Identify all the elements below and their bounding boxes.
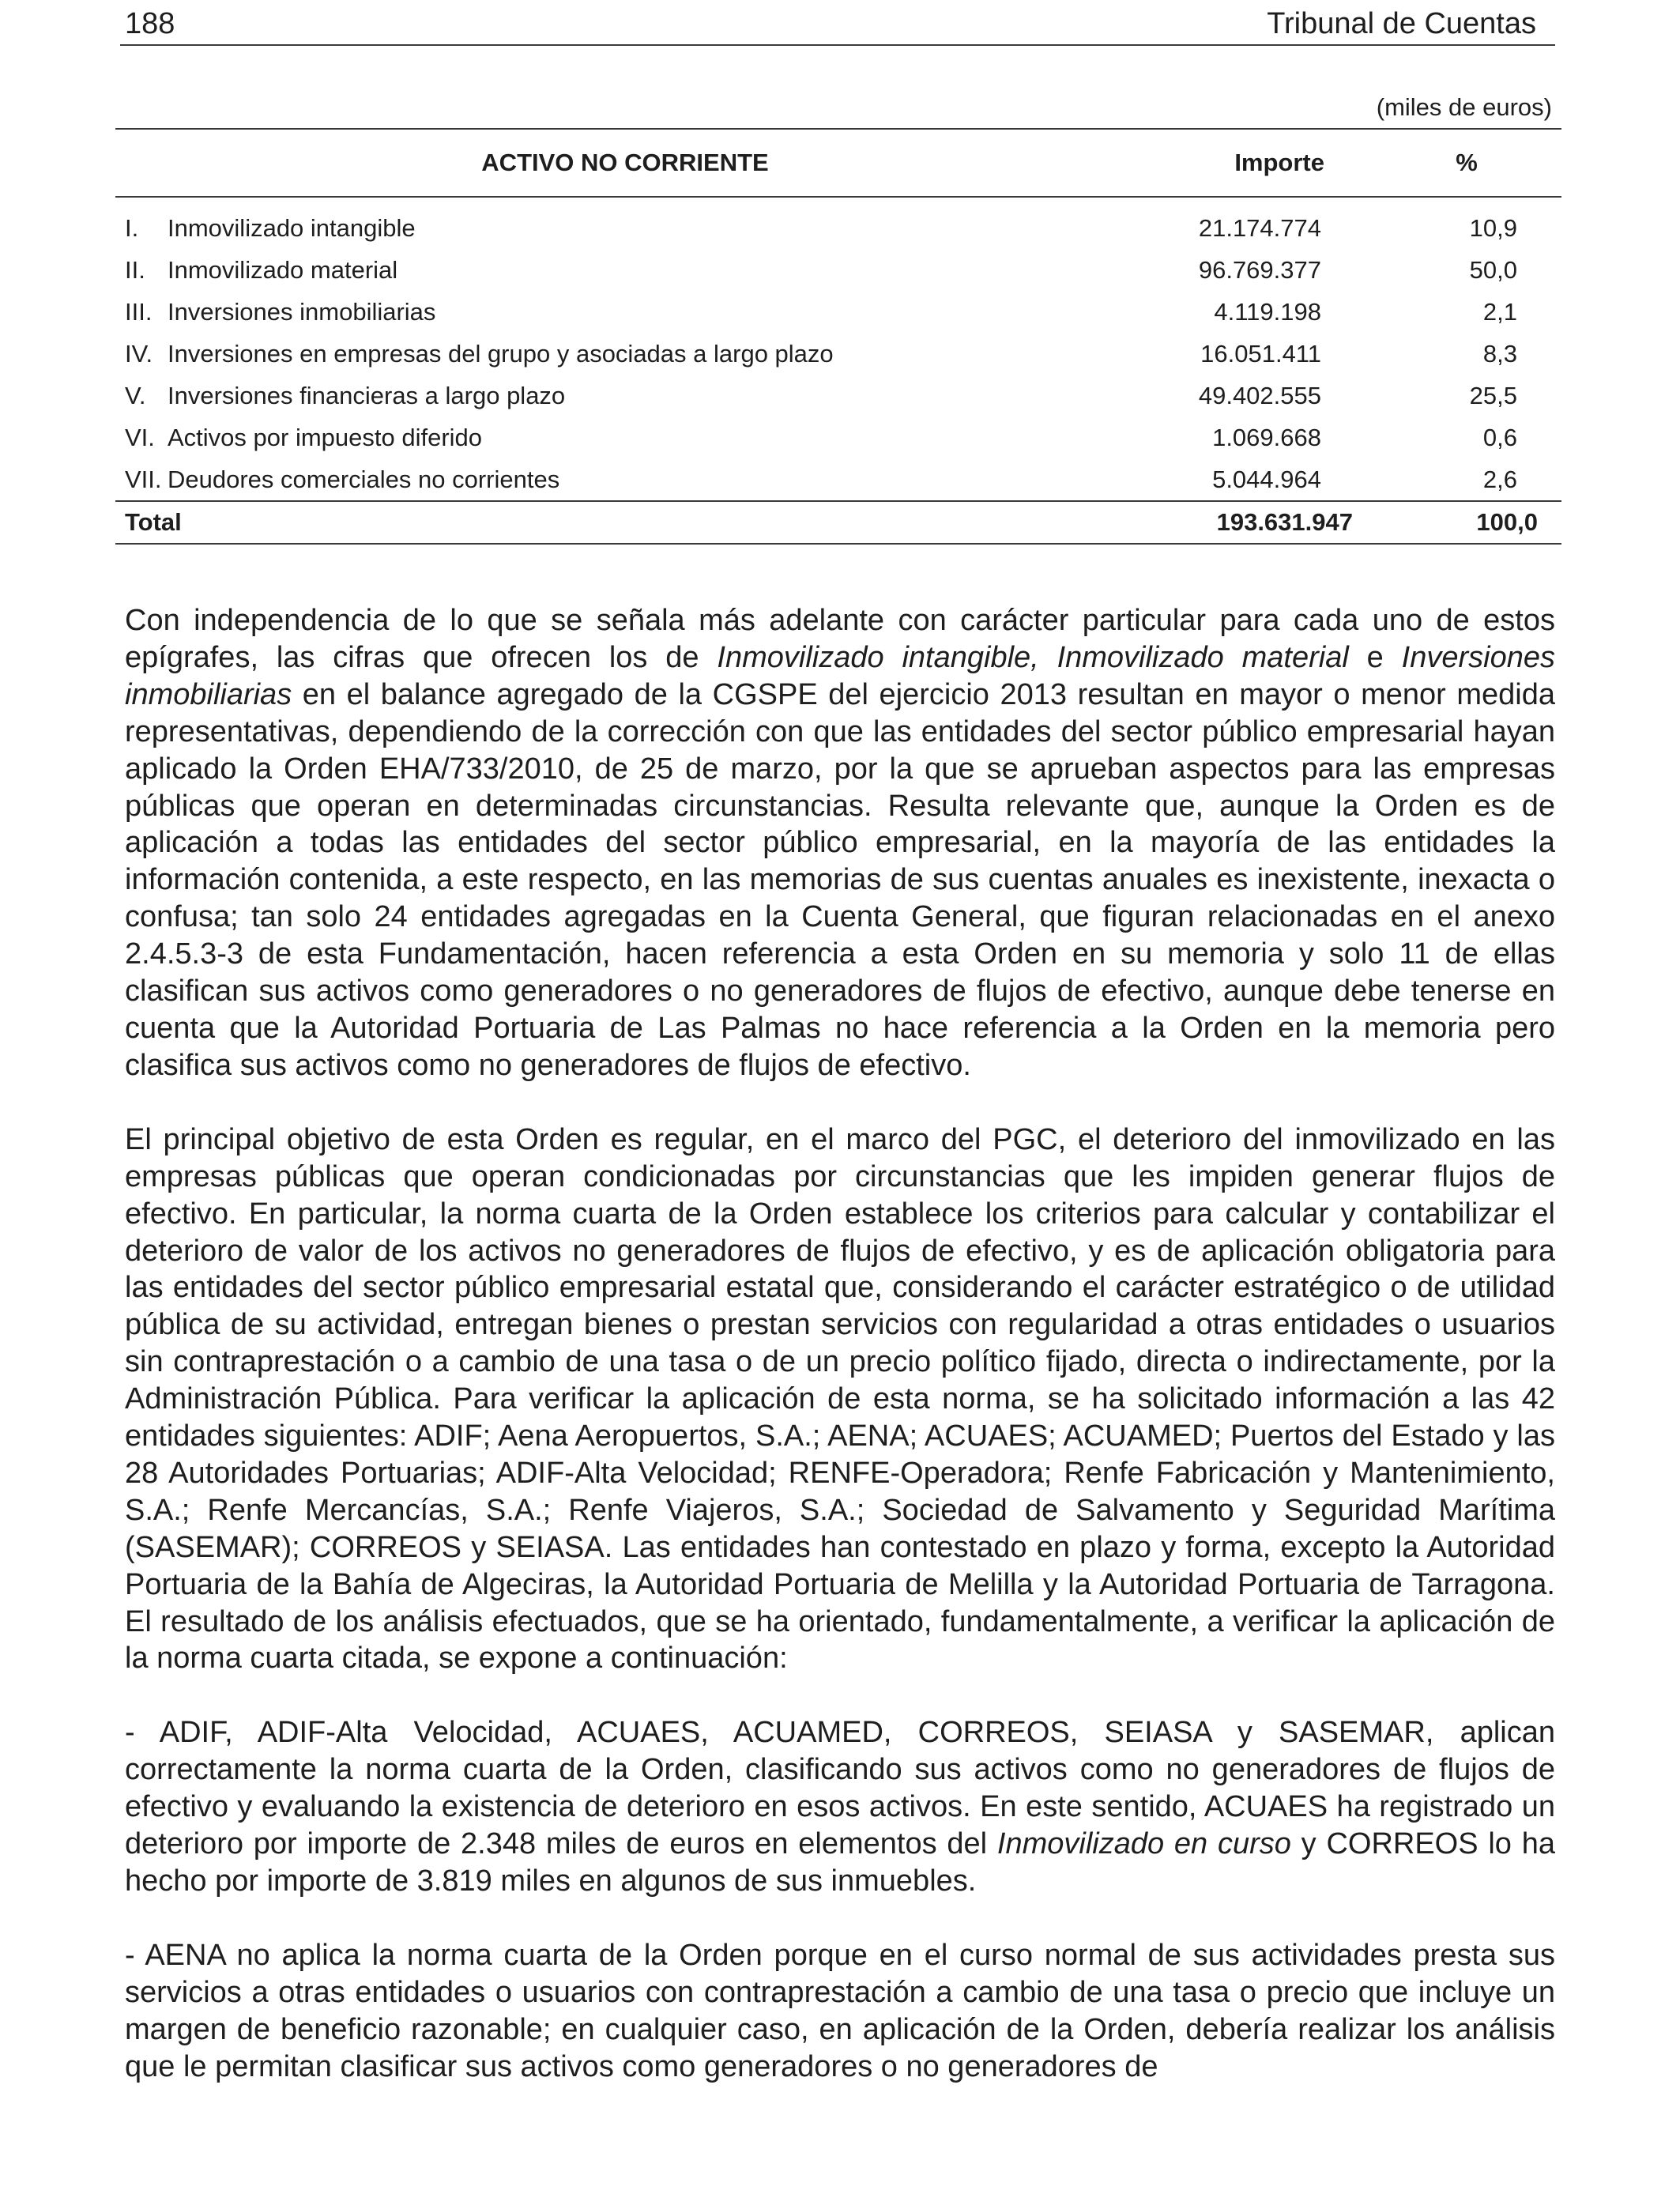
table-unit-note: (miles de euros) [1376, 93, 1552, 121]
row-numeral: I. [125, 213, 139, 242]
column-header-label: ACTIVO NO CORRIENTE [115, 129, 1135, 197]
row-label-text: Inmovilizado material [168, 255, 398, 284]
row-amount: 96.769.377 [1198, 255, 1321, 284]
table-row [115, 417, 1561, 458]
row-label-text: Inmovilizado intangible [168, 213, 416, 242]
page-header [120, 0, 1555, 46]
row-amount: 16.051.411 [1200, 339, 1321, 368]
row-amount: 4.119.198 [1214, 297, 1321, 326]
row-numeral: V. [125, 381, 146, 409]
table-row [115, 197, 1561, 249]
table-row [115, 333, 1561, 375]
column-header-amount: Importe [1135, 129, 1403, 197]
row-numeral: IV. [125, 339, 153, 368]
row-amount: 49.402.555 [1198, 381, 1321, 409]
row-label-text: Inversiones inmobiliarias [168, 297, 436, 326]
table-row [115, 249, 1561, 291]
row-percent: 0,6 [1482, 423, 1517, 451]
row-label [115, 291, 1135, 333]
table-row [115, 375, 1561, 417]
table-row [115, 458, 1561, 501]
row-percent: 2,6 [1482, 465, 1517, 493]
row-label [115, 197, 1135, 249]
row-label-text: Deudores comerciales no corrientes [168, 465, 560, 493]
row-label-text: Activos por impuesto diferido [168, 423, 483, 451]
total-amount: 193.631.947 [1135, 501, 1403, 544]
paragraph-1-text-e: en el balance agregado de la CGSPE del ejercicio 2013 resultan en mayor o menor medida representativas, dependiendo de la corrección con que las entidades del sector público empresarial hayan aplicado la Orden EHA/733/2010, de 25 de marzo, por la que se aprueban aspectos para las empresas públicas que operan en determinadas circunstancias. Resulta relevante que, aunque la Orden es de aplicación a todas las entidades del sector público empresarial, en la mayoría de las entidades la información contenida, a este respecto, en las memorias de sus cuentas anuales es inexistente, inexacta o confusa; tan solo 24 entidades agregadas en la Cuenta General, que figuran relacionadas en el anexo 2.4.5.3-3 de esta Fundamentación, hacen referencia a esta Orden en su memoria y solo 11 de ellas clasifican sus activos como generadores o no generadores de flujos de efectivo, aunque debe tenerse en cuenta que la Autoridad Portuaria de Las Palmas no hace referencia a la Orden en la memoria pero clasifica sus activos como no generadores de flujos de efectivo. [125, 677, 1555, 1082]
row-label [115, 417, 1135, 458]
row-percent: 8,3 [1482, 339, 1517, 368]
total-percent: 100,0 [1403, 501, 1561, 544]
running-title: Tribunal de Cuentas [1267, 7, 1536, 40]
body-text [125, 602, 1555, 2123]
table-header-row [115, 129, 1561, 197]
paragraph-1 [125, 602, 1555, 1084]
row-label [115, 458, 1135, 501]
row-numeral: VII. [125, 465, 162, 493]
row-label-text: Inversiones en empresas del grupo y asociadas a largo plazo [168, 339, 834, 368]
row-percent: 2,1 [1482, 297, 1517, 326]
row-numeral: VI. [125, 423, 155, 451]
non-current-assets-table [115, 128, 1561, 545]
paragraph-1-italic-d: Inversiones inmobiliarias [125, 640, 1555, 711]
table-total-row [115, 501, 1561, 544]
page-number: 188 [125, 7, 175, 40]
row-amount: 1.069.668 [1212, 423, 1321, 451]
row-numeral: III. [125, 297, 153, 326]
paragraph-2: El principal objetivo de esta Orden es regular, en el marco del PGC, el deterioro del inmovilizado en las empresas públicas que operan condicionadas por circunstancias que les impiden generar flujos de efectivo. En particular, la norma cuarta de la Orden establece los criterios para calcular y contabilizar el deterioro de valor de los activos no generadores de flujos de efectivo, y es de aplicación obligatoria para las entidades del sector público empresarial estatal que, considerando el carácter estratégico o de utilidad pública de su actividad, entregan bienes o prestan servicios con regularidad a otras entidades o usuarios sin contraprestación o a cambio de una tasa o de un precio político fijado, directa o indirectamente, por la Administración Pública. Para verificar la aplicación de esta norma, se ha solicitado información a las 42 entidades siguientes: ADIF; Aena Aeropuertos, S.A.; AENA; ACUAES; ACUAMED; Puertos del Estado y las 28 Autoridades Portuarias; ADIF-Alta Velocidad; RENFE-Operadora; Renfe Fabricación y Mantenimiento, S.A.; Renfe Mercancías, S.A.; Renfe Viajeros, S.A.; Sociedad de Salvamento y Seguridad Marítima (SASEMAR); CORREOS y SEIASA. Las entidades han contestado en plazo y forma, excepto la Autoridad Portuaria de la Bahía de Algeciras, la Autoridad Portuaria de Melilla y la Autoridad Portuaria de Tarragona. El resultado de los análisis efectuados, que se ha orientado, fundamentalmente, a verificar la aplicación de la norma cuarta citada, se expone a continuación: [125, 1122, 1555, 1676]
paragraph-3 [125, 1714, 1555, 1900]
row-label [115, 375, 1135, 417]
paragraph-1-text-a: Con independencia de lo que se señala más adelante con carácter particular para cada uno de estos epígrafes, las cifras que ofrecen los de [125, 604, 1555, 674]
table-row [115, 291, 1561, 333]
paragraph-4: - AENA no aplica la norma cuarta de la Orden porque en el curso normal de sus actividades presta sus servicios a otras entidades o usuarios con contraprestación a cambio de una tasa o precio que incluye un margen de beneficio razonable; en cualquier caso, en aplicación de la Orden, debería realizar los análisis que le permitan clasificar sus activos como generadores o no generadores de [125, 1938, 1555, 2083]
paragraph-3-italic-b: Inmovilizado en curso [996, 1827, 1291, 1861]
row-percent: 25,5 [1469, 381, 1517, 409]
row-percent: 50,0 [1469, 255, 1517, 284]
row-percent: 10,9 [1469, 213, 1517, 242]
paragraph-1-text-c: e [1348, 640, 1402, 674]
paragraph-1-italic-a: Inmovilizado intangible, Inmovilizado material [717, 640, 1349, 674]
row-label [115, 249, 1135, 291]
row-amount: 21.174.774 [1198, 213, 1321, 242]
row-numeral: II. [125, 255, 145, 284]
column-header-percent: % [1403, 129, 1561, 197]
paragraph-3-text-c: y CORREOS lo ha hecho por importe de 3.819 miles en algunos de sus inmuebles. [125, 1827, 1555, 1898]
paragraph-3-text-a: - ADIF, ADIF-Alta Velocidad, ACUAES, ACUAMED, CORREOS, SEIASA y SASEMAR, aplican correctamente la norma cuarta de la Orden, clasificando sus activos como no generadores de flujos de efectivo y evaluando la existencia de deterioro en esos activos. En este sentido, ACUAES ha registrado un deterioro por importe de 2.348 miles de euros en elementos del [125, 1716, 1555, 1861]
row-label [115, 333, 1135, 375]
row-label-text: Inversiones financieras a largo plazo [168, 381, 566, 409]
total-label: Total [115, 501, 1135, 544]
row-amount: 5.044.964 [1212, 465, 1321, 493]
